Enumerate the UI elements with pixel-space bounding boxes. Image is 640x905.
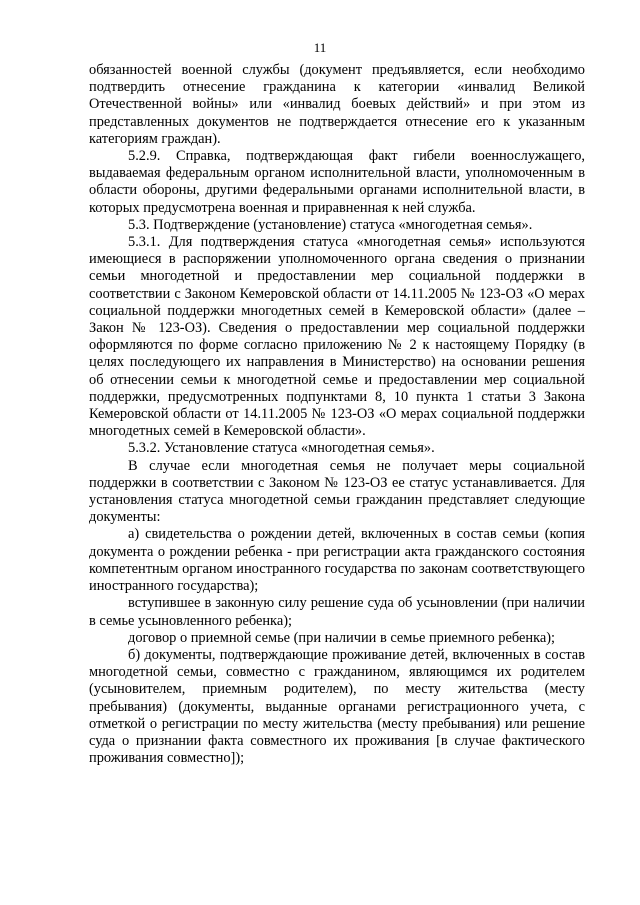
page-number: 11 bbox=[313, 40, 327, 55]
paragraph-item-b: б) документы, подтверждающие проживание детей, включенных в состав многодетной семьи, совместно с гражданином, являющимся их родителем (усыновителем, приемным родителем), по месту жительства (месту пребывания) (документы, выданные органами регистрационного учета, с отметкой о регистрации по месту жительства (месту пребывания) или решение суда о признании факта совместного их проживания [в случае фактического проживания совместно]); bbox=[89, 646, 585, 767]
paragraph-continuation: обязанностей военной службы (документ предъявляется, если необходимо подтвердить отнесение гражданина к категории «инвалид Великой Отечественной войны» или «инвалид боевых действий» и при этом из представленных документов не подтверждается отнесение его к указанным категориям граждан). bbox=[89, 62, 585, 147]
paragraph-item-a: а) свидетельства о рождении детей, включенных в состав семьи (копия документа о рождении ребенка - при регистрации акта гражданского состояния компетентным органом иностранного государства по законам соответствующего иностранного государства); bbox=[89, 526, 585, 595]
paragraph-5-3-1: 5.3.1. Для подтверждения статуса «многодетная семья» используются имеющиеся в распоряжении уполномоченного органа сведения о признании семьи многодетной и предоставлении мер социальной поддержки в соответствии с Законом Кемеровской области от 14.11.2005 № 123-ОЗ «О мерах социальной поддержки многодетных семей в Кемеровской области» (далее – Закон № 123-ОЗ). Сведения о предоставлении мер социальной поддержки оформляются по форме согласно приложению № 2 к настоящему Порядку (в целях последующего их направления в Министерство) на основании решения об отнесении семьи к многодетной семье и предоставлении мер социальной поддержки, предусмотренных подпунктами 8, 10 пункта 1 статьи 3 Закона Кемеровской области от 14.11.2005 № 123-ОЗ «О мерах социальной поддержки многодетных семей в Кемеровской области». bbox=[89, 234, 585, 440]
paragraph-status-conditions: В случае если многодетная семья не получает меры социальной поддержки в соответствии с Законом № 123-ОЗ ее статус устанавливается. Для установления статуса многодетной семьи гражданин представляет следующие документы: bbox=[89, 457, 585, 526]
paragraph-5-2-9: 5.2.9. Справка, подтверждающая факт гибели военнослужащего, выдаваемая федеральным органом исполнительной власти, уполномоченным в области обороны, другими федеральными органами исполнительной власти, в которых предусмотрена военная и приравненная к ней служба. bbox=[89, 148, 585, 216]
paragraph-adoption-decision: вступившее в законную силу решение суда об усыновлении (при наличии в семье усыновленного ребенка); bbox=[89, 595, 585, 629]
paragraph-foster-contract: договор о приемной семье (при наличии в семье приемного ребенка); bbox=[128, 629, 556, 646]
paragraph-5-3-heading: 5.3. Подтверждение (установление) статуса «многодетная семья». bbox=[128, 216, 533, 233]
paragraph-5-3-2-heading: 5.3.2. Установление статуса «многодетная семья». bbox=[128, 440, 435, 457]
document-body bbox=[89, 62, 585, 767]
